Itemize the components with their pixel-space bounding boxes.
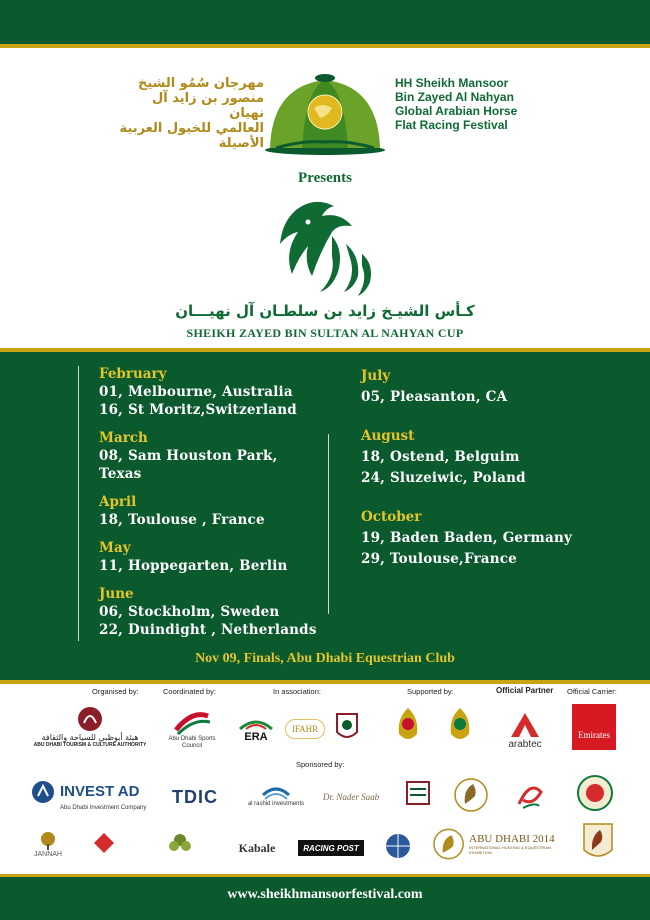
coordinated-by-label: Coordinated by:: [163, 687, 216, 696]
falcon-emblem-icon: [443, 704, 477, 748]
horse-crest-icon: [580, 820, 616, 864]
invest-ad-circle-icon: [30, 779, 56, 805]
ministry-falcon-logo-1: [388, 702, 428, 750]
cup-title-english: SHEIKH ZAYED BIN SULTAN AL NAHYAN CUP: [186, 326, 464, 340]
arabtec-text: arabtec: [508, 738, 542, 750]
finals-text: Nov 09, Finals, Abu Dhabi Equestrian Club: [195, 651, 455, 666]
race-entry: 18, Ostend, Belguim: [361, 449, 520, 465]
tca-arabic-name: هيئة أبوظبي للسياحة والثقافة: [41, 732, 139, 742]
jannah-text: JANNAH: [33, 850, 62, 858]
website-url[interactable]: www.sheikhmansoorfestival.com: [227, 887, 423, 902]
eastern-mangroves-logo: [148, 824, 212, 864]
en-title-line: Global Arabian Horse: [395, 104, 518, 118]
month-heading: February: [99, 366, 167, 382]
round-seal-logo: [574, 772, 616, 814]
festival-title-arabic: [116, 76, 264, 151]
ar-title-line: مهرجان سُمُو الشيخ: [137, 76, 264, 91]
tdic-text: TDIC: [172, 786, 218, 807]
month-heading: March: [99, 430, 148, 446]
official-partner-label: Official Partner: [496, 686, 554, 695]
en-title-line: Flat Racing Festival: [395, 118, 508, 132]
adihex-title: ABU DHABI 2014: [469, 833, 555, 845]
racing-post-text: RACING POST: [303, 843, 359, 853]
adihex-subtitle: INTERNATIONAL HUNTING & EQUESTRIAN EXHIBITION: [469, 845, 551, 855]
ar-title-line: العالمي للخيول العربية: [119, 121, 264, 136]
jannah-logo: [30, 824, 66, 864]
supported-by-label: Supported by:: [407, 687, 454, 696]
invest-ad-text: INVEST AD: [60, 783, 140, 800]
calendar-left-column: [99, 366, 324, 639]
race-entry: 18, Toulouse , France: [99, 512, 265, 528]
month-heading: April: [99, 494, 137, 510]
leaf-cluster-icon: [167, 832, 193, 856]
arabtec-logo: [498, 706, 552, 752]
race-entry: 01, Melbourne, Australia: [99, 384, 293, 400]
ministry-falcon-logo-2: [440, 702, 480, 750]
adihex-horse-icon: [432, 827, 465, 861]
invest-ad-row: [30, 779, 139, 805]
al-rashid-text: al rashid investments: [247, 800, 305, 807]
era-text: ERA: [244, 731, 268, 743]
swirl-emblem-icon: [513, 778, 547, 812]
organised-by-label: Organised by:: [92, 687, 139, 696]
crest-shield-icon: [335, 712, 359, 744]
tdic-logo: [160, 782, 230, 812]
horse-head-icon: [453, 776, 489, 814]
adihex-logo: [432, 824, 572, 864]
diamond-icon: [92, 831, 116, 855]
swirl-emblem-logo: [510, 776, 550, 814]
era-arcs-icon: [238, 717, 274, 731]
sponsor-crest-logo: [400, 776, 436, 812]
race-entry: 11, Hoppegarten, Berlin: [99, 558, 288, 574]
dr-nader-saab-text: Dr. Nader Saab: [322, 792, 380, 802]
race-entry: 16, St Moritz,Switzerland: [99, 402, 297, 418]
sponsored-by-label: Sponsored by:: [296, 760, 345, 769]
globe-icon: [384, 832, 412, 860]
kabale-text: Kabale: [238, 840, 276, 855]
diamond-sport-logo: [82, 828, 126, 858]
sponsors-section: [0, 684, 650, 874]
era-logo: [234, 712, 278, 748]
invest-ad-subtitle: Abu Dhabi Investment Company: [60, 804, 147, 811]
horse-crest-logo: [578, 818, 618, 866]
race-entry: 08, Sam Houston Park, Texas: [99, 448, 278, 482]
calligraphy-horse-logo: [262, 192, 388, 302]
footer-band: [0, 874, 650, 920]
sports-council-logo: [160, 706, 224, 752]
month-heading: October: [361, 509, 422, 525]
race-entry: 06, Stockholm, Sweden: [99, 604, 280, 620]
sports-council-swoosh-icon: [172, 708, 212, 736]
race-entry: 22, Duindight , Netherlands: [99, 622, 317, 638]
race-calendar: [0, 352, 650, 680]
arabtec-mark-icon: [505, 709, 545, 739]
tca-emblem-icon: [75, 705, 105, 733]
race-entry: 19, Baden Baden, Germany: [361, 530, 573, 546]
globe-sponsor-logo: [378, 828, 418, 864]
en-title-line: Bin Zayed Al Nahyan: [395, 90, 514, 104]
ifahr-text: IFAHR: [285, 719, 325, 739]
tca-abu-dhabi-logo: [30, 700, 150, 752]
month-heading: July: [361, 368, 391, 384]
month-heading: May: [99, 540, 131, 556]
calendar-right-column: [361, 368, 601, 568]
race-entry: 29, Toulouse,France: [361, 551, 517, 567]
emirates-text: Emirates: [578, 730, 610, 740]
center-divider-line: [328, 434, 329, 614]
adihex-text-block: [469, 833, 572, 855]
falcon-emblem-icon: [391, 704, 425, 748]
tca-english-name: ABU DHABI TOURISM & CULTURE AUTHORITY: [33, 741, 147, 748]
horse-emblem-logo: [448, 774, 494, 816]
crest-shield-icon: [404, 779, 432, 809]
festival-title-english: [395, 76, 555, 132]
race-entry: 24, Sluzeiwic, Poland: [361, 470, 526, 486]
jockey-cap-logo: [262, 64, 388, 156]
official-carrier-label: Official Carrier:: [567, 687, 617, 696]
en-title-line: HH Sheikh Mansoor: [395, 76, 509, 90]
cup-title-arabic: كـأس الشيـخ زايد بن سلطـان آل نهيـــان: [175, 302, 475, 320]
ar-title-line: منصور بن زايد آل نهيان: [151, 91, 264, 121]
sports-council-name: Abu Dhabi Sports Council: [168, 736, 216, 749]
ifahr-logo: [282, 714, 328, 744]
association-crest-logo: [332, 710, 362, 746]
emirates-logo: [572, 704, 616, 750]
month-heading: June: [99, 586, 134, 602]
month-heading: August: [361, 428, 415, 444]
tree-icon: [38, 831, 58, 851]
top-band: [0, 0, 650, 44]
presents-text: Presents: [298, 170, 352, 186]
ar-title-line: الأصيلة: [218, 136, 264, 151]
al-rashid-logo: [238, 772, 314, 816]
race-entry: 05, Pleasanton, CA: [361, 389, 508, 405]
invest-ad-logo: [30, 774, 150, 816]
dr-nader-saab-logo: [318, 782, 384, 812]
in-association-label: In association:: [273, 687, 321, 696]
header: [0, 48, 650, 348]
round-seal-icon: [576, 774, 614, 812]
kabale-logo: [224, 838, 290, 858]
racing-post-logo: [298, 840, 364, 856]
left-divider-line: [78, 366, 79, 641]
al-rashid-wave-icon: [261, 781, 291, 801]
